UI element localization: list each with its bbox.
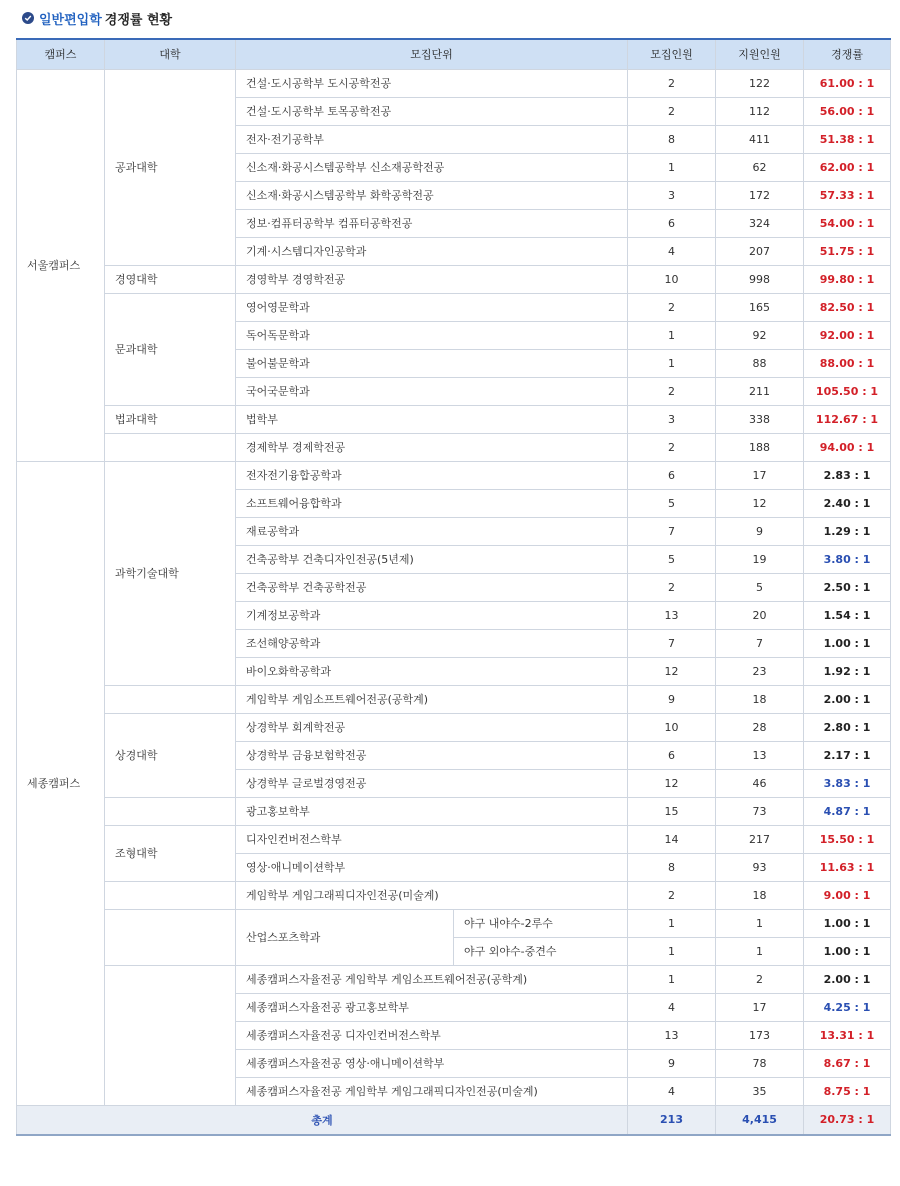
- rate-cell: 51.75 : 1: [804, 237, 891, 265]
- quota-cell: 8: [628, 853, 716, 881]
- unit-cell: 경영학부 경영학전공: [236, 265, 628, 293]
- applicants-cell: 207: [716, 237, 804, 265]
- applicants-cell: 5: [716, 573, 804, 601]
- unit-cell: 기계·시스템디자인공학과: [236, 237, 628, 265]
- unit-cell: 바이오화학공학과: [236, 657, 628, 685]
- applicants-cell: 165: [716, 293, 804, 321]
- rate-cell: 82.50 : 1: [804, 293, 891, 321]
- applicants-cell: 73: [716, 797, 804, 825]
- quota-cell: 2: [628, 433, 716, 461]
- unit-cell: 정보·컴퓨터공학부 컴퓨터공학전공: [236, 209, 628, 237]
- college-cell: 과학기술대학: [105, 461, 236, 685]
- college-cell: [105, 881, 236, 909]
- quota-cell: 9: [628, 685, 716, 713]
- unit-cell: 경제학부 경제학전공: [236, 433, 628, 461]
- competition-rate-table: [16, 38, 891, 1136]
- rate-cell: 2.40 : 1: [804, 489, 891, 517]
- applicants-cell: 217: [716, 825, 804, 853]
- table-row: [17, 965, 891, 993]
- rate-cell: 57.33 : 1: [804, 181, 891, 209]
- unit-detail-cell: 야구 내야수-2루수: [454, 909, 628, 937]
- applicants-cell: 9: [716, 517, 804, 545]
- table-row: [17, 405, 891, 433]
- unit-cell: 건설·도시공학부 도시공학전공: [236, 69, 628, 97]
- applicants-cell: 62: [716, 153, 804, 181]
- college-cell: [105, 797, 236, 825]
- quota-cell: 2: [628, 97, 716, 125]
- total-applicants: 4,415: [716, 1105, 804, 1135]
- rate-cell: 4.87 : 1: [804, 797, 891, 825]
- college-cell: 공과대학: [105, 69, 236, 265]
- quota-cell: 3: [628, 405, 716, 433]
- quota-cell: 10: [628, 713, 716, 741]
- college-cell: [105, 909, 236, 965]
- applicants-cell: 12: [716, 489, 804, 517]
- quota-cell: 6: [628, 209, 716, 237]
- header-rate: 경쟁률: [804, 39, 891, 69]
- header-campus: 캠퍼스: [17, 39, 105, 69]
- table-row: [17, 713, 891, 741]
- college-cell: 상경대학: [105, 713, 236, 797]
- rate-cell: 88.00 : 1: [804, 349, 891, 377]
- unit-cell: 건설·도시공학부 토목공학전공: [236, 97, 628, 125]
- unit-cell: 광고홍보학부: [236, 797, 628, 825]
- quota-cell: 1: [628, 909, 716, 937]
- applicants-cell: 324: [716, 209, 804, 237]
- unit-cell: 독어독문학과: [236, 321, 628, 349]
- table-row: [17, 69, 891, 97]
- quota-cell: 12: [628, 769, 716, 797]
- applicants-cell: 998: [716, 265, 804, 293]
- applicants-cell: 88: [716, 349, 804, 377]
- rate-cell: 15.50 : 1: [804, 825, 891, 853]
- table-row: [17, 685, 891, 713]
- applicants-cell: 13: [716, 741, 804, 769]
- table-row: [17, 797, 891, 825]
- total-quota: 213: [628, 1105, 716, 1135]
- applicants-cell: 17: [716, 993, 804, 1021]
- college-cell: [105, 433, 236, 461]
- applicants-cell: 19: [716, 545, 804, 573]
- unit-cell: 영어영문학과: [236, 293, 628, 321]
- applicants-cell: 93: [716, 853, 804, 881]
- unit-cell: 불어불문학과: [236, 349, 628, 377]
- applicants-cell: 211: [716, 377, 804, 405]
- quota-cell: 13: [628, 601, 716, 629]
- applicants-cell: 338: [716, 405, 804, 433]
- rate-cell: 112.67 : 1: [804, 405, 891, 433]
- quota-cell: 6: [628, 741, 716, 769]
- unit-cell: 게임학부 게임그래픽디자인전공(미술계): [236, 881, 628, 909]
- rate-cell: 92.00 : 1: [804, 321, 891, 349]
- rate-cell: 99.80 : 1: [804, 265, 891, 293]
- rate-cell: 2.00 : 1: [804, 965, 891, 993]
- rate-cell: 2.00 : 1: [804, 685, 891, 713]
- quota-cell: 2: [628, 573, 716, 601]
- rate-cell: 1.92 : 1: [804, 657, 891, 685]
- unit-cell: 세종캠퍼스자율전공 영상·애니메이션학부: [236, 1049, 628, 1077]
- check-circle-icon: [22, 12, 34, 24]
- applicants-cell: 18: [716, 685, 804, 713]
- quota-cell: 9: [628, 1049, 716, 1077]
- rate-cell: 2.80 : 1: [804, 713, 891, 741]
- college-cell: 경영대학: [105, 265, 236, 293]
- quota-cell: 1: [628, 349, 716, 377]
- campus-cell: 서울캠퍼스: [17, 69, 105, 461]
- unit-cell: 재료공학과: [236, 517, 628, 545]
- quota-cell: 2: [628, 377, 716, 405]
- rate-cell: 2.17 : 1: [804, 741, 891, 769]
- unit-cell: 건축공학부 건축디자인전공(5년제): [236, 545, 628, 573]
- table-row: [17, 461, 891, 489]
- table-row: [17, 433, 891, 461]
- applicants-cell: 18: [716, 881, 804, 909]
- rate-cell: 54.00 : 1: [804, 209, 891, 237]
- rate-cell: 94.00 : 1: [804, 433, 891, 461]
- unit-cell: 세종캠퍼스자율전공 게임학부 게임그래픽디자인전공(미술계): [236, 1077, 628, 1105]
- quota-cell: 1: [628, 937, 716, 965]
- applicants-cell: 112: [716, 97, 804, 125]
- applicants-cell: 122: [716, 69, 804, 97]
- applicants-cell: 7: [716, 629, 804, 657]
- applicants-cell: 17: [716, 461, 804, 489]
- quota-cell: 2: [628, 69, 716, 97]
- rate-cell: 8.67 : 1: [804, 1049, 891, 1077]
- rate-cell: 3.83 : 1: [804, 769, 891, 797]
- unit-cell: 상경학부 회계학전공: [236, 713, 628, 741]
- unit-cell: 전자·전기공학부: [236, 125, 628, 153]
- applicants-cell: 20: [716, 601, 804, 629]
- rate-cell: 2.83 : 1: [804, 461, 891, 489]
- quota-cell: 13: [628, 1021, 716, 1049]
- rate-cell: 1.29 : 1: [804, 517, 891, 545]
- rate-cell: 3.80 : 1: [804, 545, 891, 573]
- table-row: [17, 265, 891, 293]
- quota-cell: 4: [628, 1077, 716, 1105]
- college-cell: [105, 965, 236, 1105]
- section-title: [22, 8, 172, 28]
- unit-cell: 건축공학부 건축공학전공: [236, 573, 628, 601]
- unit-cell: 소프트웨어융합학과: [236, 489, 628, 517]
- total-rate: 20.73 : 1: [804, 1105, 891, 1135]
- quota-cell: 2: [628, 293, 716, 321]
- applicants-cell: 28: [716, 713, 804, 741]
- unit-cell: 기계정보공학과: [236, 601, 628, 629]
- rate-cell: 1.54 : 1: [804, 601, 891, 629]
- applicants-cell: 188: [716, 433, 804, 461]
- total-row: [17, 1105, 891, 1135]
- table-header-row: [17, 39, 891, 69]
- quota-cell: 15: [628, 797, 716, 825]
- unit-cell: 세종캠퍼스자율전공 광고홍보학부: [236, 993, 628, 1021]
- applicants-cell: 2: [716, 965, 804, 993]
- college-cell: [105, 685, 236, 713]
- unit-detail-cell: 야구 외야수-중견수: [454, 937, 628, 965]
- header-college: 대학: [105, 39, 236, 69]
- applicants-cell: 78: [716, 1049, 804, 1077]
- rate-cell: 13.31 : 1: [804, 1021, 891, 1049]
- rate-cell: 62.00 : 1: [804, 153, 891, 181]
- applicants-cell: 1: [716, 937, 804, 965]
- rate-cell: 61.00 : 1: [804, 69, 891, 97]
- total-label: 총계: [17, 1105, 628, 1135]
- quota-cell: 12: [628, 657, 716, 685]
- unit-cell: 신소재·화공시스템공학부 화학공학전공: [236, 181, 628, 209]
- quota-cell: 4: [628, 237, 716, 265]
- unit-cell: 국어국문학과: [236, 377, 628, 405]
- rate-cell: 1.00 : 1: [804, 909, 891, 937]
- applicants-cell: 411: [716, 125, 804, 153]
- college-cell: 법과대학: [105, 405, 236, 433]
- header-unit: 모집단위: [236, 39, 628, 69]
- rate-cell: 51.38 : 1: [804, 125, 891, 153]
- quota-cell: 1: [628, 321, 716, 349]
- quota-cell: 14: [628, 825, 716, 853]
- header-quota: 모집인원: [628, 39, 716, 69]
- applicants-cell: 173: [716, 1021, 804, 1049]
- quota-cell: 10: [628, 265, 716, 293]
- quota-cell: 8: [628, 125, 716, 153]
- unit-cell: 상경학부 금융보험학전공: [236, 741, 628, 769]
- table-row: [17, 293, 891, 321]
- quota-cell: 1: [628, 965, 716, 993]
- unit-cell: 법학부: [236, 405, 628, 433]
- quota-cell: 2: [628, 881, 716, 909]
- unit-cell: 전자전기융합공학과: [236, 461, 628, 489]
- college-cell: 조형대학: [105, 825, 236, 881]
- rate-cell: 1.00 : 1: [804, 937, 891, 965]
- quota-cell: 6: [628, 461, 716, 489]
- section-title-text: 경쟁률 현황: [104, 12, 173, 28]
- quota-cell: 1: [628, 153, 716, 181]
- applicants-cell: 23: [716, 657, 804, 685]
- unit-cell: 신소재·화공시스템공학부 신소재공학전공: [236, 153, 628, 181]
- section-title-highlight: 일반편입학: [39, 12, 102, 28]
- quota-cell: 7: [628, 517, 716, 545]
- unit-cell: 디자인컨버전스학부: [236, 825, 628, 853]
- rate-cell: 4.25 : 1: [804, 993, 891, 1021]
- unit-cell: 세종캠퍼스자율전공 디자인컨버전스학부: [236, 1021, 628, 1049]
- unit-cell: 상경학부 글로벌경영전공: [236, 769, 628, 797]
- table-row: [17, 909, 891, 937]
- rate-cell: 105.50 : 1: [804, 377, 891, 405]
- applicants-cell: 46: [716, 769, 804, 797]
- unit-cell-sports: 산업스포츠학과: [236, 909, 454, 965]
- rate-cell: 9.00 : 1: [804, 881, 891, 909]
- quota-cell: 5: [628, 545, 716, 573]
- campus-cell: 세종캠퍼스: [17, 461, 105, 1105]
- quota-cell: 4: [628, 993, 716, 1021]
- rate-cell: 8.75 : 1: [804, 1077, 891, 1105]
- rate-cell: 2.50 : 1: [804, 573, 891, 601]
- applicants-cell: 35: [716, 1077, 804, 1105]
- unit-cell: 게임학부 게임소프트웨어전공(공학계): [236, 685, 628, 713]
- rate-cell: 56.00 : 1: [804, 97, 891, 125]
- applicants-cell: 1: [716, 909, 804, 937]
- applicants-cell: 172: [716, 181, 804, 209]
- unit-cell: 조선해양공학과: [236, 629, 628, 657]
- rate-cell: 11.63 : 1: [804, 853, 891, 881]
- applicants-cell: 92: [716, 321, 804, 349]
- quota-cell: 3: [628, 181, 716, 209]
- rate-cell: 1.00 : 1: [804, 629, 891, 657]
- unit-cell: 영상·애니메이션학부: [236, 853, 628, 881]
- table-row: [17, 825, 891, 853]
- college-cell: 문과대학: [105, 293, 236, 405]
- header-applicants: 지원인원: [716, 39, 804, 69]
- table-row: [17, 881, 891, 909]
- quota-cell: 5: [628, 489, 716, 517]
- quota-cell: 7: [628, 629, 716, 657]
- unit-cell: 세종캠퍼스자율전공 게임학부 게임소프트웨어전공(공학계): [236, 965, 628, 993]
